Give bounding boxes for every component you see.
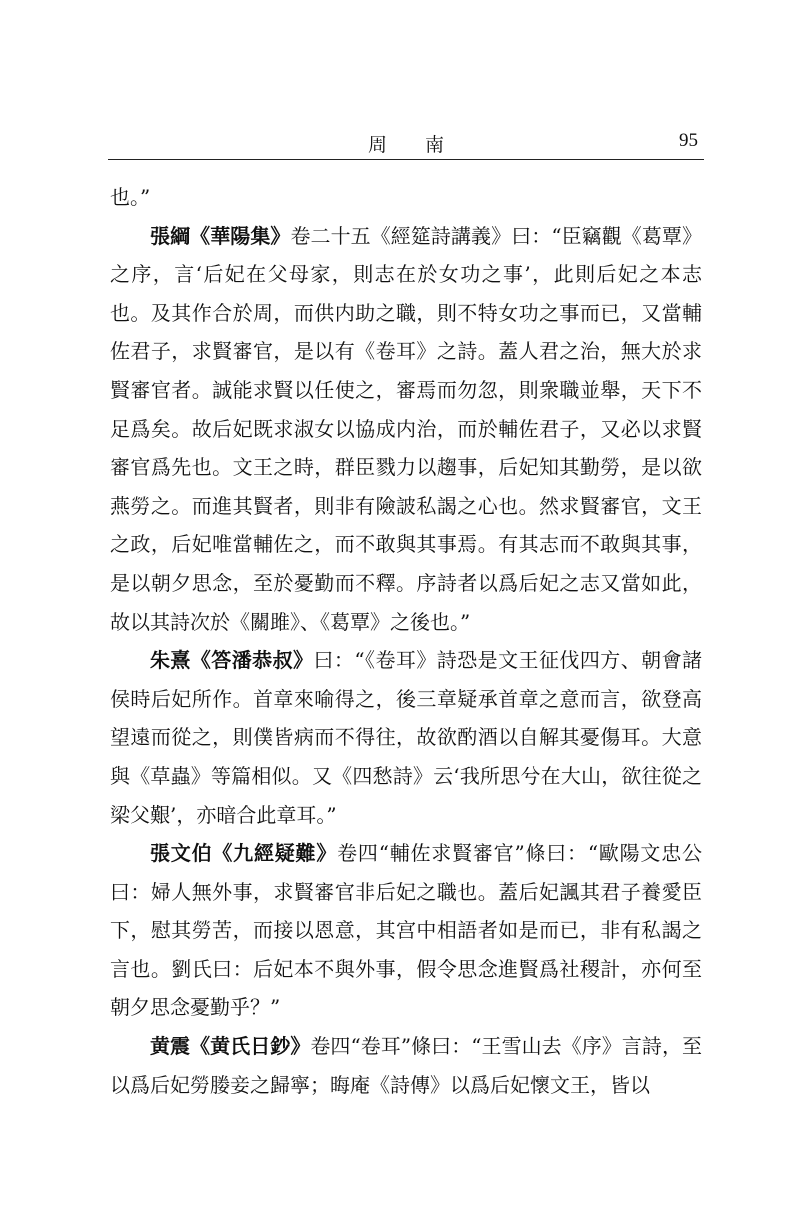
paragraph-author: 張綱《華陽集》 [150, 223, 291, 248]
paragraph [110, 178, 702, 217]
header-rule [108, 159, 704, 160]
paragraph-author: 張文伯《九經疑難》 [150, 841, 338, 866]
paragraph-text: 卷二十五《經筵詩講義》曰：“臣竊觀《葛覃》之序，言‘后妃在父母家，則志在於女功之事’，此則后妃之本志也。及其作合於周，而供内助之職，則不特女功之事而已，又當輔佐君子，求賢審官，是以有《卷耳》之詩。蓋人君之治，無大於求賢審官者。誠能求賢以任使之，審焉而勿忽，則衆職並舉，天下不足爲矣。故后妃既求淑女以協成内治，而於輔佐君子，又必以求賢審官爲先也。文王之時，群臣戮力以趨事，后妃知其勤勞，是以欲燕勞之。而進其賢者，則非有險詖私謁之心也。然求賢審官，文王之政，后妃唯當輔佐之，而不敢與其事焉。有其志而不敢與其事，是以朝夕思念，至於憂勤而不釋。序詩者以爲后妃之志又當如此，故以其詩次於《關雎》、《葛覃》之後也。” [110, 223, 703, 634]
paragraph [110, 834, 702, 1027]
paragraph [110, 641, 702, 834]
body-text [110, 178, 702, 1104]
page-number: 95 [679, 130, 698, 151]
paragraph-text: 曰：“《卷耳》詩恐是文王征伐四方、朝會諸侯時后妃所作。首章來喻得之，後三章疑承首章之意而言，欲登高望遠而從之，則僕皆病而不得往，故欲酌酒以自解其憂傷耳。大意與《草蟲》等篇相似。又《四愁詩》云‘我所思兮在大山，欲往從之梁父艱’，亦暗合此章耳。” [110, 648, 703, 827]
paragraph [110, 217, 702, 642]
paragraph-author: 朱熹《答潘恭叔》 [150, 648, 314, 673]
paragraph-text: 也。” [110, 185, 151, 209]
paragraph-text: 卷四“輔佐求賢審官”條曰：“歐陽文忠公曰：婦人無外事，求賢審官非后妃之職也。蓋后妃諷其君子養愛臣下，慰其勞苦，而接以恩意，其宫中相語者如是而已，非有私謁之言也。劉氏曰：后妃本不與外事，假令思念進賢爲社稷計，亦何至朝夕思念憂勤乎？” [110, 841, 702, 1020]
paragraph-text: 卷四“卷耳”條曰：“王雪山去《序》言詩，至以爲后妃勞媵妾之歸寧；晦庵《詩傳》以爲后妃懷文王，皆以 [110, 1034, 702, 1097]
running-header [110, 130, 702, 160]
chapter-title: 周南 [367, 134, 482, 156]
paragraph [110, 1027, 702, 1104]
paragraph-author: 黄震《黄氏日鈔》 [150, 1034, 311, 1059]
